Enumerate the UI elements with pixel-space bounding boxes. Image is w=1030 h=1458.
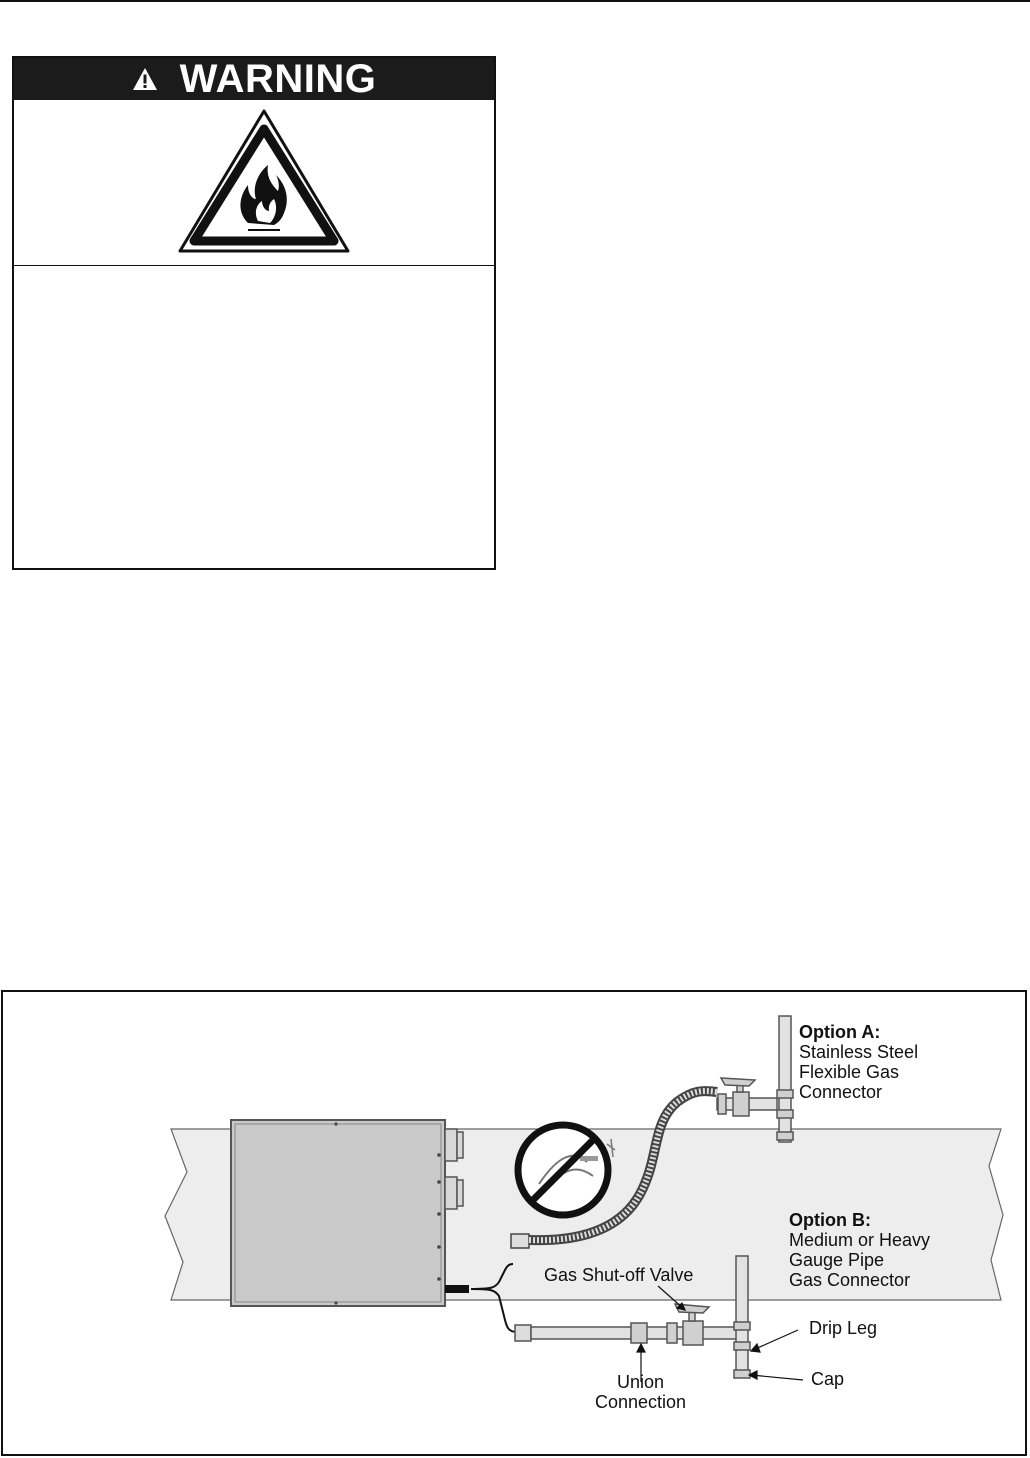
warning-box	[12, 56, 496, 570]
option-a-piping	[717, 1016, 793, 1142]
option-b-line: Gas Connector	[789, 1270, 911, 1290]
option-b-label	[789, 1210, 930, 1290]
gas-connection-figure	[1, 990, 1027, 1456]
warning-header	[14, 58, 494, 100]
option-a-heading: Option A:	[799, 1022, 881, 1042]
gas-inlet	[445, 1285, 469, 1293]
cap-label: Cap	[811, 1369, 845, 1389]
union-line: Connection	[595, 1392, 687, 1412]
option-a-line: Flexible Gas	[799, 1062, 900, 1082]
union-line: Union	[617, 1372, 665, 1392]
option-a-label	[799, 1022, 918, 1102]
option-b-line: Gauge Pipe	[789, 1250, 885, 1270]
fire-hazard-icon	[176, 107, 352, 257]
option-a-line: Connector	[799, 1082, 883, 1102]
warning-icon-area	[14, 100, 494, 266]
exclamation-triangle-icon	[132, 67, 158, 91]
option-a-line: Stainless Steel	[799, 1042, 919, 1062]
shutoff-valve-label: Gas Shut-off Valve	[544, 1265, 694, 1285]
drip-leg-label: Drip Leg	[809, 1318, 878, 1338]
warning-title: WARNING	[179, 57, 377, 101]
option-b-heading: Option B:	[789, 1210, 871, 1230]
option-b-line: Medium or Heavy	[789, 1230, 931, 1250]
top-rule	[0, 0, 1030, 2]
water-heater-unit	[231, 1120, 445, 1306]
union-connection-label	[595, 1372, 686, 1412]
